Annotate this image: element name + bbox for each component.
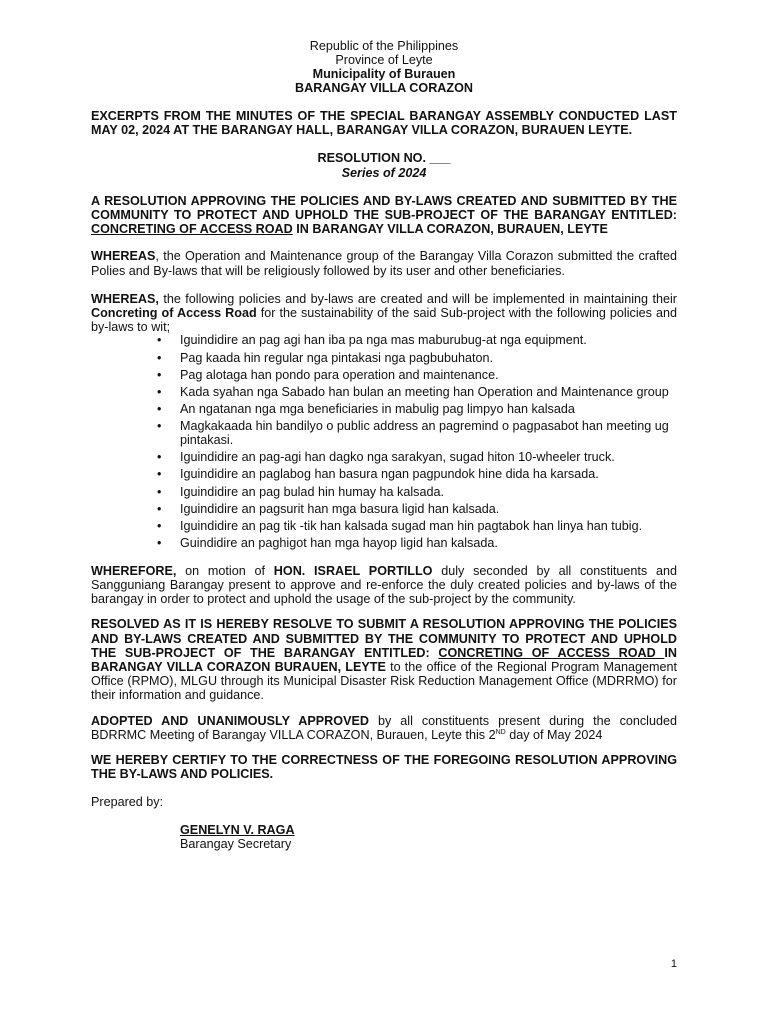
policy-text: Iguindidire an pagsurit han mga basura ligid han kalsada. xyxy=(180,501,500,516)
bullet-icon: • xyxy=(157,450,162,465)
adopted-text: by all constituents present during the concluded BDRRMC Meeting of Barangay VILLA CORAZON, Burauen, Leyte this 2 xyxy=(91,713,677,742)
policy-item xyxy=(91,503,677,517)
policy-list xyxy=(91,334,677,550)
policy-text: Pag kaada hin regular nga pintakasi nga pagbubuhaton. xyxy=(180,350,493,365)
whereas-1-text: , the Operation and Maintenance group of the Barangay Villa Corazon submitted the crafted Polies and By-laws that will be religiously followed by its user and other beneficiaries. xyxy=(91,249,677,278)
whereas-2-text-a: the following policies and by-laws are created and will be implemented in maintaining their xyxy=(158,291,677,306)
bullet-icon: • xyxy=(157,536,162,551)
resolution-series: Series of 2024 xyxy=(341,165,427,180)
resolved-project: CONCRETING OF ACCESS ROAD xyxy=(438,645,665,660)
adopted-date: day of May 2024 xyxy=(505,727,603,742)
letterhead-republic: Republic of the Philippines xyxy=(309,39,459,53)
policy-item xyxy=(91,386,677,400)
signatory-name: GENELYN V. RAGA xyxy=(180,822,295,837)
resolved-location: IN BARANGAY VILLA CORAZON BURAUEN, LEYTE xyxy=(91,645,677,674)
letterhead-province: Province of Leyte xyxy=(335,53,433,67)
bullet-icon: • xyxy=(157,484,162,499)
policy-item xyxy=(91,451,677,465)
bullet-icon: • xyxy=(157,367,162,382)
title-location: IN BARANGAY VILLA CORAZON, BURAUEN, LEYTE xyxy=(292,222,608,237)
wherefore-mover: HON. ISRAEL PORTILLO xyxy=(273,563,433,578)
policy-text: Guindidire an paghigot han mga hayop ligid han kalsada. xyxy=(180,536,498,551)
whereas-2-text-b: for the sustainability of the said Sub-project with the following policies and by-laws to wit; xyxy=(91,306,677,335)
wherefore-paragraph xyxy=(91,564,677,607)
policy-text: Pag alotaga han pondo para operation and maintenance. xyxy=(180,367,499,382)
policy-text: Iguindidire an pag agi han iba pa nga mas maburubug-at nga equipment. xyxy=(180,333,587,348)
policy-text: Iguindidire an paglabog han basura ngan pagpundok hine dida ha karsada. xyxy=(180,467,599,482)
resolution-number-label: RESOLUTION NO xyxy=(317,151,423,166)
policy-text: Magkakaada hin bandilyo o public address an pagremind o pagpasabot han meeting ug pintakasi. xyxy=(180,419,669,447)
policy-text: Iguindidire an pag tik -tik han kalsada sugad man hin pagtabok han linya han tubig. xyxy=(180,518,643,533)
whereas-paragraph-1 xyxy=(91,249,677,277)
excerpt-heading: EXCERPTS FROM THE MINUTES OF THE SPECIAL BARANGAY ASSEMBLY CONDUCTED LAST MAY 02, 2024 AT THE BARANGAY HALL, BARANGAY VILLA CORAZON, BURAUEN LEYTE. xyxy=(91,109,677,138)
wherefore-lead: WHEREFORE, xyxy=(91,563,177,578)
whereas-1-lead: WHEREAS xyxy=(91,249,156,264)
bullet-icon: • xyxy=(157,333,162,348)
wherefore-text-a: on motion of xyxy=(176,563,274,578)
policy-item xyxy=(91,537,677,551)
bullet-icon: • xyxy=(157,385,162,399)
title-text: A RESOLUTION APPROVING THE POLICIES AND BY-LAWS CREATED AND SUBMITTED BY THE COMMUNITY TO PROTECT AND UPHOLD THE SUB-PROJECT OF THE BARANGAY ENTITLED: xyxy=(91,193,677,223)
resolution-number xyxy=(91,151,677,165)
policy-text: Iguindidire an pag bulad hin humay ha kalsada. xyxy=(180,484,444,499)
page-number: 1 xyxy=(670,958,677,970)
bullet-icon: • xyxy=(157,402,162,417)
bullet-icon: • xyxy=(157,350,162,365)
policy-item xyxy=(91,486,677,500)
resolution-number-blank: . ___ xyxy=(422,151,451,166)
resolved-lead: RESOLVED AS IT IS HEREBY RESOLVE TO SUBMIT A RESOLUTION APPROVING THE POLICIES AND BY-LAWS CREATED AND SUBMITTED BY THE COMMUNITY TO PROTECT AND UPHOLD THE SUB-PROJECT OF THE BARANGAY ENTITLED: xyxy=(91,617,677,660)
adopted-ordinal: ND xyxy=(495,728,506,736)
policy-text: An ngatanan nga mga beneficiaries in mabulig pag limpyo han kalsada xyxy=(180,402,575,417)
prepared-by-label: Prepared by: xyxy=(91,795,164,810)
resolved-text: to the office of the Regional Program Management Office (RPMO), MLGU through its Municipal Disaster Risk Reduction Management Office (MDRRMO) for their information and guidance. xyxy=(91,659,677,703)
bullet-icon: • xyxy=(157,419,162,434)
letterhead-municipality: Municipality of Burauen xyxy=(312,67,456,81)
policy-text: Kada syahan nga Sabado han bulan an meeting han Operation and Maintenance group xyxy=(180,385,669,399)
signatory-title: Barangay Secretary xyxy=(180,836,292,851)
policy-item xyxy=(91,403,677,417)
resolved-paragraph xyxy=(91,617,677,702)
adopted-lead: ADOPTED AND UNANIMOUSLY APPROVED xyxy=(91,713,369,728)
wherefore-text-b: duly seconded by all constituents and Sangguniang Barangay present to approve and re-enforce the duly created policies and by-laws of the barangay in order to protect and uphold the usage of the sub-project by the community. xyxy=(91,563,677,607)
policy-item xyxy=(91,420,677,447)
resolution-title xyxy=(91,194,677,237)
policy-text: Iguindidire an pag-agi han dagko nga sarakyan, sugad hiton 10-wheeler truck. xyxy=(180,450,615,465)
whereas-paragraph-2 xyxy=(91,292,677,335)
policy-item xyxy=(91,468,677,482)
letterhead xyxy=(91,39,677,95)
bullet-icon: • xyxy=(157,467,162,482)
whereas-2-lead: WHEREAS, xyxy=(91,291,159,306)
letterhead-barangay: BARANGAY VILLA CORAZON xyxy=(295,81,473,95)
document-body xyxy=(91,39,677,851)
bullet-icon: • xyxy=(157,518,162,533)
signature-block xyxy=(180,823,677,851)
policy-item xyxy=(91,352,677,366)
adopted-paragraph xyxy=(91,714,677,742)
policy-item xyxy=(91,369,677,383)
title-project-name: CONCRETING OF ACCESS ROAD xyxy=(91,222,293,237)
whereas-2-project: Concreting of Access Road xyxy=(91,306,257,321)
bullet-icon: • xyxy=(157,501,162,516)
certification-statement: WE HEREBY CERTIFY TO THE CORRECTNESS OF THE FOREGOING RESOLUTION APPROVING THE BY-LAWS AND POLICIES. xyxy=(91,752,677,782)
resolution-number-block xyxy=(91,151,677,179)
policy-item xyxy=(91,334,677,348)
policy-item xyxy=(91,520,677,534)
